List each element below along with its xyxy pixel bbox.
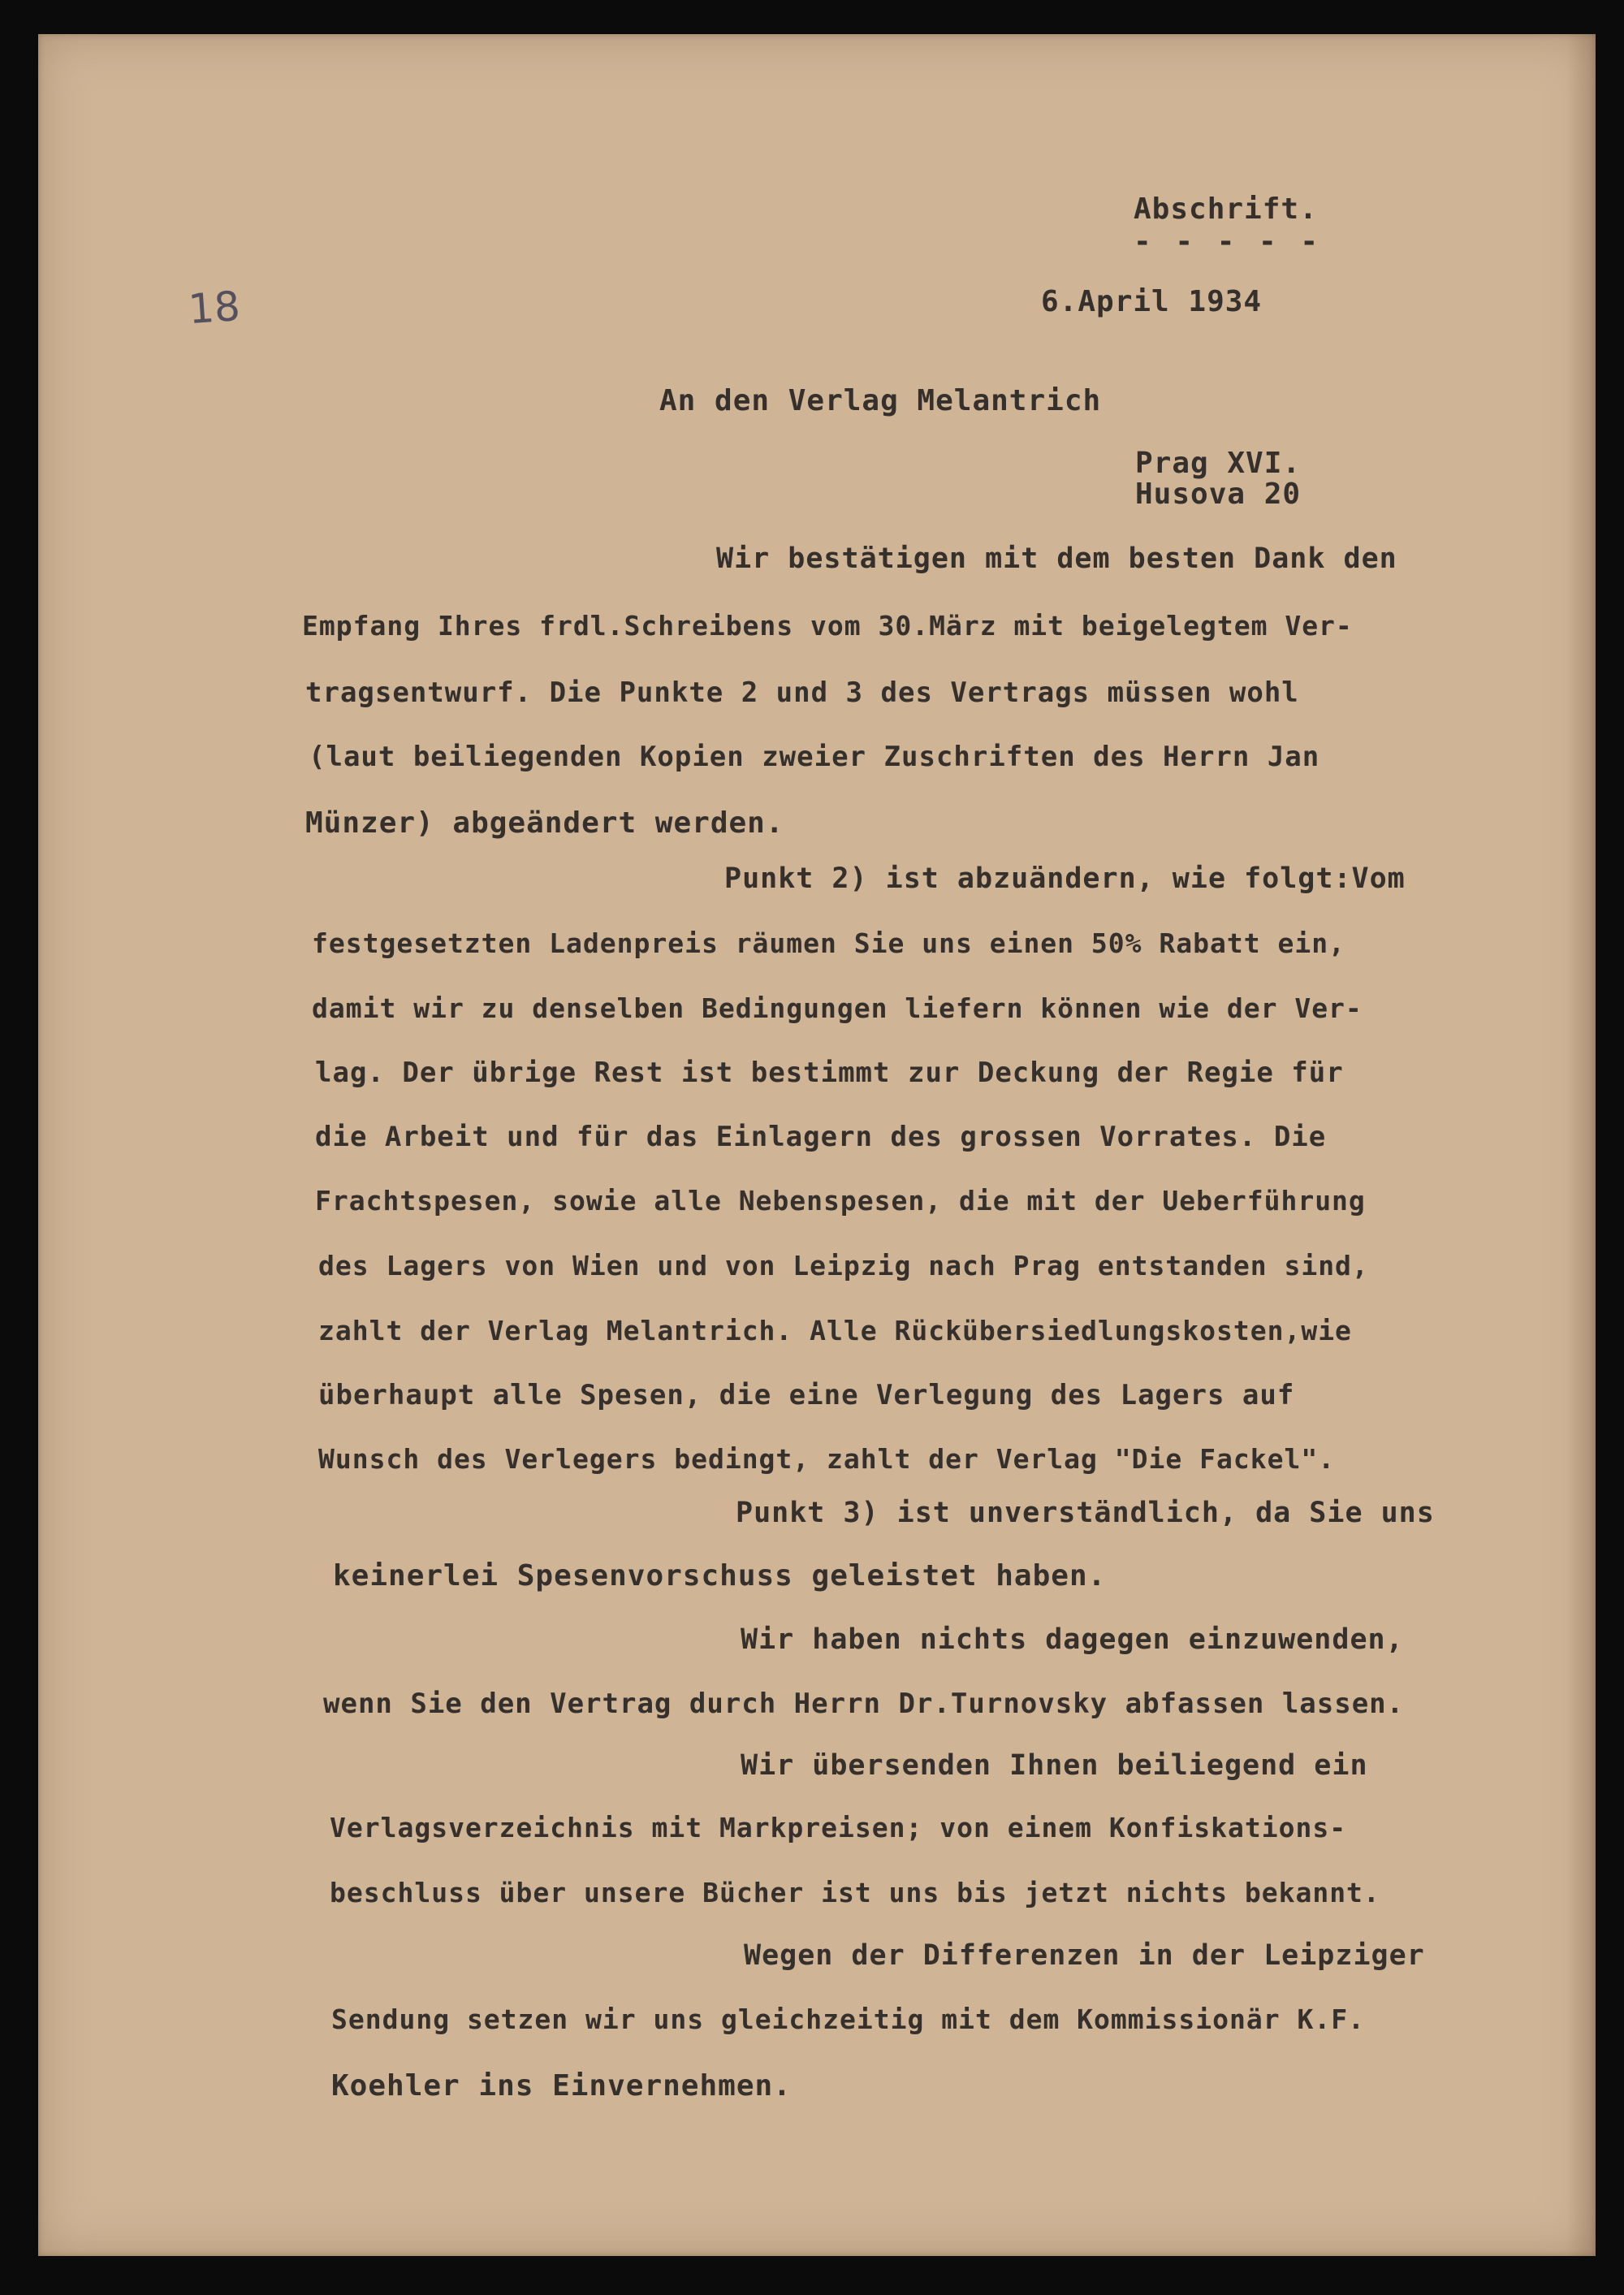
body-line: Koehler ins Einvernehmen. bbox=[331, 2069, 792, 2103]
heading-underline: - - - - - bbox=[1134, 225, 1322, 258]
body-line: des Lagers von Wien und von Leipzig nach Prag entstanden sind, bbox=[318, 1250, 1369, 1281]
body-line: Wunsch des Verlegers bedingt, zahlt der Verlag "Die Fackel". bbox=[318, 1443, 1336, 1475]
body-line: Wir übersenden Ihnen beiliegend ein bbox=[741, 1749, 1368, 1782]
body-line: Frachtspesen, sowie alle Nebenspesen, die mit der Ueberführung bbox=[315, 1185, 1366, 1217]
body-line: überhaupt alle Spesen, die eine Verlegung des Lagers auf bbox=[318, 1379, 1295, 1411]
body-line: tragsentwurf. Die Punkte 2 und 3 des Vertrags müssen wohl bbox=[305, 676, 1299, 709]
body-line: Empfang Ihres frdl.Schreibens vom 30.März mit beigelegtem Ver- bbox=[302, 610, 1353, 642]
body-line: Punkt 2) ist abzuändern, wie folgt:Vom bbox=[724, 862, 1406, 895]
document-heading: Abschrift. bbox=[1134, 192, 1318, 226]
body-line: Sendung setzen wir uns gleichzeitig mit dem Kommissionär K.F. bbox=[331, 2003, 1365, 2035]
recipient-name: An den Verlag Melantrich bbox=[659, 384, 1102, 417]
body-line: beschluss über unsere Bücher ist uns bis jetzt nichts bekannt. bbox=[330, 1877, 1380, 1908]
body-line: Wir bestätigen mit dem besten Dank den bbox=[716, 542, 1397, 575]
body-line: festgesetzten Ladenpreis räumen Sie uns einen 50% Rabatt ein, bbox=[312, 927, 1345, 959]
body-line: (laut beiliegenden Kopien zweier Zuschriften des Herrn Jan bbox=[309, 741, 1320, 773]
document-date: 6.April 1934 bbox=[1041, 285, 1263, 318]
recipient-street: Husova 20 bbox=[1135, 478, 1302, 511]
body-line: lag. Der übrige Rest ist bestimmt zur Deckung der Regie für bbox=[315, 1057, 1344, 1089]
body-line: Verlagsverzeichnis mit Markpreisen; von einem Konfiskations- bbox=[330, 1812, 1347, 1843]
body-line: Wir haben nichts dagegen einzuwenden, bbox=[741, 1623, 1404, 1656]
body-line: damit wir zu denselben Bedingungen liefern können wie der Ver- bbox=[312, 992, 1363, 1024]
handwritten-page-number: 18 bbox=[187, 282, 242, 334]
body-line: keinerlei Spesenvorschuss geleistet haben. bbox=[333, 1559, 1107, 1593]
body-line: Wegen der Differenzen in der Leipziger bbox=[744, 1939, 1425, 1972]
body-line: Punkt 3) ist unverständlich, da Sie uns bbox=[736, 1497, 1435, 1529]
body-line: Münzer) abgeändert werden. bbox=[305, 806, 784, 840]
body-line: zahlt der Verlag Melantrich. Alle Rückübersiedlungskosten,wie bbox=[318, 1315, 1352, 1346]
body-line: die Arbeit und für das Einlagern des grossen Vorrates. Die bbox=[315, 1121, 1327, 1153]
recipient-city: Prag XVI. bbox=[1135, 447, 1302, 480]
body-line: wenn Sie den Vertrag durch Herrn Dr.Turnovsky abfassen lassen. bbox=[323, 1688, 1405, 1720]
